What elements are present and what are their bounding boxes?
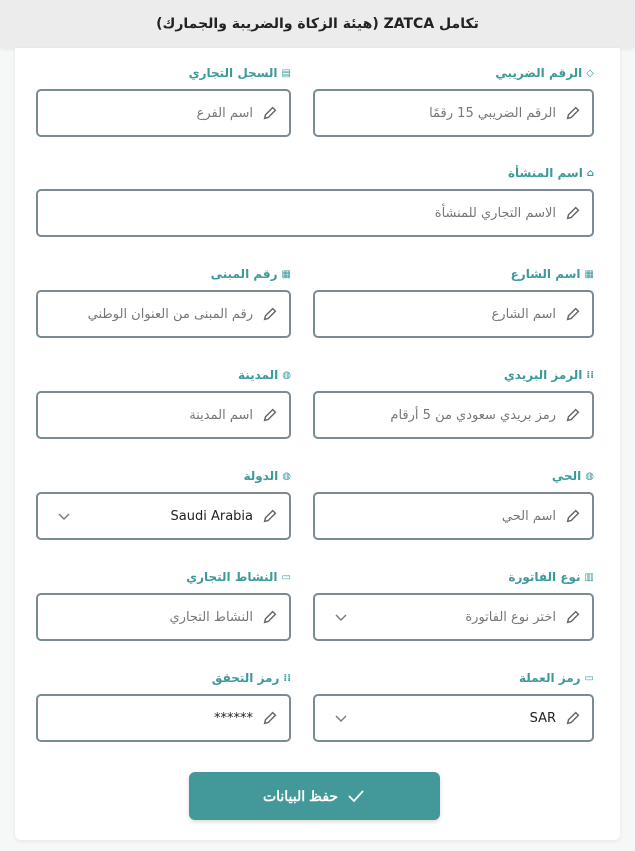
field-label-text: الرمز البريدي <box>503 368 583 382</box>
grid-dots-icon: ⁞⁞ <box>586 369 594 381</box>
text-input[interactable] <box>313 89 594 137</box>
field-label-text: النشاط التجاري <box>186 570 278 584</box>
globe-icon: ◍ <box>585 470 594 482</box>
form-field <box>313 368 594 448</box>
pencil-icon <box>261 104 279 122</box>
field-placeholder: الاسم التجاري للمنشأة <box>434 205 556 221</box>
field-label <box>552 469 594 483</box>
pencil-icon <box>564 204 582 222</box>
field-value: Saudi Arabia <box>170 508 253 524</box>
pencil-icon <box>564 507 582 525</box>
pencil-icon <box>261 709 279 727</box>
receipt-icon: ▥ <box>584 571 594 583</box>
pencil-icon <box>564 406 582 424</box>
text-input[interactable] <box>36 593 291 641</box>
page-header <box>0 0 635 48</box>
chevron-down-icon[interactable] <box>333 609 349 625</box>
field-label <box>211 267 291 281</box>
field-label <box>508 570 594 584</box>
text-input[interactable] <box>313 391 594 439</box>
field-label <box>495 66 594 80</box>
building-icon: ▦ <box>281 268 291 280</box>
text-input[interactable] <box>36 694 291 742</box>
pencil-icon <box>564 709 582 727</box>
field-value: ****** <box>214 710 253 726</box>
form-field <box>313 570 594 650</box>
document-icon: ▤ <box>281 67 291 79</box>
text-input[interactable] <box>313 290 594 338</box>
globe-icon: ◍ <box>282 369 291 381</box>
field-label <box>238 368 291 382</box>
form-field <box>36 570 291 650</box>
field-label-text: رمز التحقق <box>211 671 280 685</box>
field-label-text: اسم الشارع <box>510 267 581 281</box>
field-label <box>519 671 594 685</box>
field-placeholder: اختر نوع الفاتورة <box>465 609 556 625</box>
field-label-text: الحي <box>551 469 582 483</box>
chevron-down-icon[interactable] <box>333 710 349 726</box>
field-label-text: رقم المبنى <box>210 267 278 281</box>
field-label <box>212 671 291 685</box>
text-input[interactable] <box>36 189 594 237</box>
pencil-icon <box>564 104 582 122</box>
field-placeholder: رقم المبنى من العنوان الوطني <box>87 306 253 322</box>
field-placeholder: اسم الشارع <box>491 306 556 322</box>
form-field <box>313 671 594 751</box>
form-field <box>36 166 594 246</box>
field-label <box>186 570 291 584</box>
form-field <box>313 267 594 347</box>
field-label-text: الدولة <box>243 469 279 483</box>
text-input[interactable] <box>313 492 594 540</box>
building-icon: ▦ <box>584 268 594 280</box>
form-field <box>36 671 291 751</box>
field-placeholder: اسم الحي <box>501 508 556 524</box>
field-placeholder: اسم المدينة <box>189 407 253 423</box>
archive-icon: ▭ <box>281 571 291 583</box>
field-label-text: الرقم الضريبي <box>495 66 583 80</box>
page-title: تكامل ZATCA (هيئة الزكاة والضريبة والجمارك) <box>156 16 479 32</box>
field-label-text: المدينة <box>237 368 279 382</box>
save-button[interactable] <box>189 772 440 820</box>
field-label <box>508 166 594 180</box>
globe-icon: ◍ <box>282 470 291 482</box>
form-field <box>36 368 291 448</box>
field-placeholder: الرقم الضريبي 15 رقمًا <box>429 105 556 121</box>
field-label <box>189 66 291 80</box>
pencil-icon <box>564 608 582 626</box>
pencil-icon <box>261 608 279 626</box>
field-placeholder: النشاط التجاري <box>169 609 253 625</box>
field-label-text: اسم المنشأة <box>507 166 583 180</box>
bank-icon: ⌂ <box>586 167 594 179</box>
field-label-text: رمز العملة <box>518 671 581 685</box>
field-placeholder: اسم الفرع <box>196 105 253 121</box>
field-label <box>504 368 594 382</box>
select-field[interactable] <box>313 694 594 742</box>
field-label <box>243 469 291 483</box>
field-label <box>511 267 594 281</box>
chevron-down-icon[interactable] <box>56 508 72 524</box>
cash-icon: ▭ <box>584 672 594 684</box>
select-field[interactable] <box>36 492 291 540</box>
pencil-icon <box>261 507 279 525</box>
form-field <box>36 66 291 146</box>
form-field <box>36 267 291 347</box>
text-input[interactable] <box>36 290 291 338</box>
grid-dots-icon: ⁞⁞ <box>283 672 291 684</box>
pencil-icon <box>564 305 582 323</box>
field-placeholder: رمز بريدي سعودي من 5 أرقام <box>390 407 556 423</box>
field-value: SAR <box>529 710 556 726</box>
field-label-text: السجل التجاري <box>188 66 278 80</box>
check-icon <box>346 786 366 806</box>
text-input[interactable] <box>36 391 291 439</box>
pencil-icon <box>261 406 279 424</box>
text-input[interactable] <box>36 89 291 137</box>
save-button-label: حفظ البيانات <box>262 787 339 804</box>
select-field[interactable] <box>313 593 594 641</box>
tag-icon: ◇ <box>586 67 594 79</box>
field-label-text: نوع الفاتورة <box>508 570 581 584</box>
form-field <box>313 66 594 146</box>
pencil-icon <box>261 305 279 323</box>
form-field <box>313 469 594 549</box>
form-field <box>36 469 291 549</box>
